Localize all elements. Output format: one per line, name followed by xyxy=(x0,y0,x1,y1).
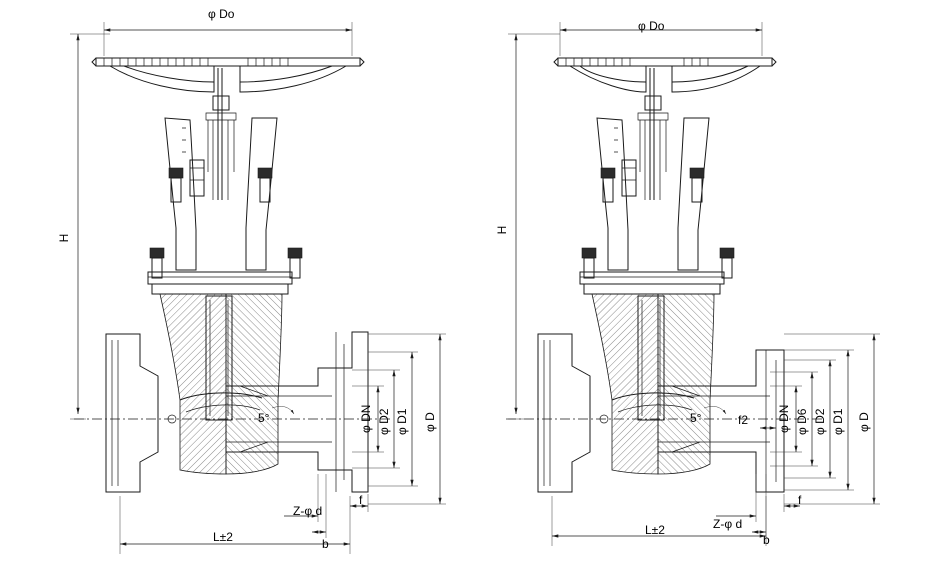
left-valve-geometry xyxy=(70,22,446,554)
left-gland-bolts xyxy=(150,168,302,278)
right-label-bolt-holes: Z-φ d xyxy=(713,517,743,531)
left-label-length: L±2 xyxy=(213,530,233,544)
left-dimensions xyxy=(70,22,446,554)
left-label-h: H xyxy=(57,233,71,243)
right-stem xyxy=(638,68,668,200)
left-label-taper: 5° xyxy=(258,411,270,425)
right-label-f: f xyxy=(798,493,802,507)
left-stem xyxy=(206,68,236,200)
left-label-d: φ D xyxy=(423,412,437,432)
right-label-do: φ Do xyxy=(638,19,665,33)
left-label-do: φ Do xyxy=(208,7,235,21)
right-handwheel xyxy=(554,58,776,92)
right-gland-bolts xyxy=(582,168,734,278)
left-valve-body xyxy=(106,294,368,492)
left-label-dn: φ DN xyxy=(359,404,373,433)
left-label-f: f xyxy=(359,493,363,507)
right-label-dn: φ DN xyxy=(777,404,791,433)
left-label-b: b xyxy=(322,537,329,551)
right-bonnet xyxy=(580,118,734,294)
right-label-d: φ D xyxy=(857,412,871,432)
right-label-length: L±2 xyxy=(645,523,665,537)
left-label-d2: φ D2 xyxy=(377,408,391,435)
right-label-d6: φ D6 xyxy=(795,408,809,435)
right-label-taper: 5° xyxy=(690,411,702,425)
right-valve-body xyxy=(538,294,784,492)
right-valve-geometry xyxy=(506,19,880,546)
right-label-b: b xyxy=(763,533,770,547)
left-bonnet xyxy=(148,118,302,294)
left-label-d1: φ D1 xyxy=(395,408,409,435)
right-label-d1: φ D1 xyxy=(831,408,845,435)
left-label-bolt-holes: Z-φ d xyxy=(293,504,323,518)
right-label-h: H xyxy=(495,225,509,235)
right-label-f2: f2 xyxy=(738,413,749,427)
left-handwheel xyxy=(92,58,364,92)
right-label-d2: φ D2 xyxy=(813,408,827,435)
